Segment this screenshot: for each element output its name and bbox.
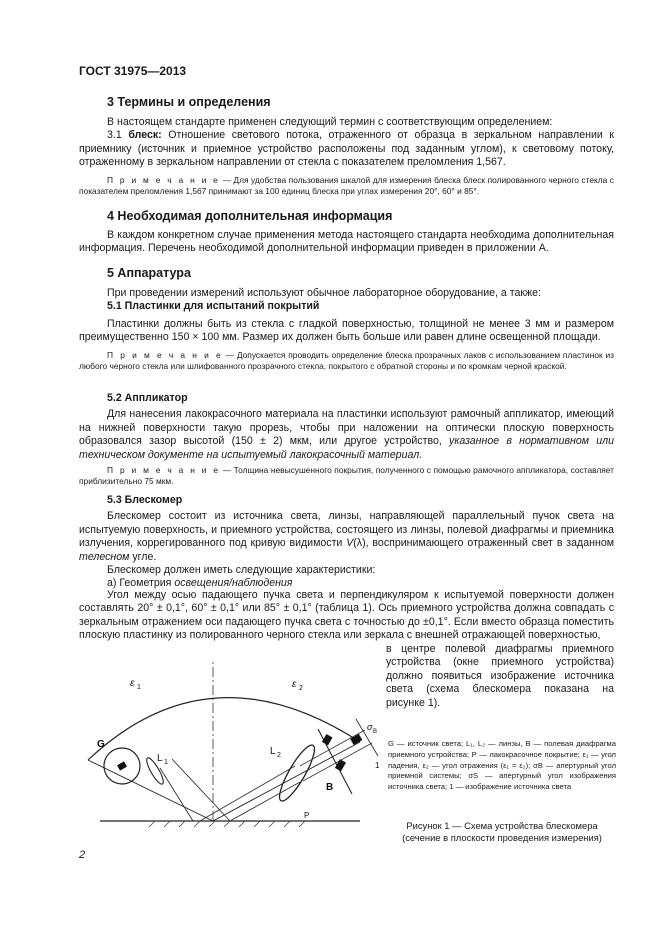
section-5-intro-block [79, 287, 614, 345]
label-sigma-B-subscript: B [373, 729, 378, 735]
subsection-5-3 [79, 494, 614, 591]
subsection-5-2-note: П р и м е ч а н и е — Толщина невысушенного покрытия, полученного с помощью рамочного аппликатора, составляет приблизительно 75 мкм. [79, 465, 614, 486]
figure-caption-subtitle: (сечение в плоскости проведения измерения) [402, 832, 602, 844]
incident-axis [88, 760, 213, 821]
label-sigma-B: σ [367, 722, 373, 732]
label-1: 1 [375, 761, 380, 770]
label-L1-subscript: 1 [164, 759, 168, 766]
angle-paragraph-continued: в центре полевой диафрагмы приемного устройства (окне приемного устройства) должно появиться изображение источника света (схема блескомера показана на рисунке 1). [386, 643, 614, 709]
figure-caption-title: Рисунок 1 — Схема устройства блескомера [406, 820, 598, 831]
glossmeter-diagram [60, 650, 390, 830]
page-number: 2 [79, 849, 86, 861]
section-4-body: В каждом конкретном случае применения метода настоящего стандарта необходима дополнительная информация. Перечень необходимой дополнительной информации приведен в приложении А. [79, 229, 614, 255]
label-epsilon-2-subscript: 2 [299, 685, 303, 692]
source-image-icon [350, 734, 362, 745]
figure-legend: G — источник света; L₁, L₂ — линзы, В — полевая диафрагма приемного устройства; Р — лакокрасочное покрытие; ε₁ — угол падения, ε₂ — угол отражения (ε₁ = ε₂); σB — апертурный угол приемной системы; σS — апертурный угол изображения источника света; 1 — изображение источника света [388, 739, 616, 792]
receiver-ray-2 [303, 743, 372, 781]
label-L1: L [157, 753, 163, 764]
label-G: G [97, 739, 105, 750]
reflected-beam-edge-1 [200, 766, 295, 821]
subsection-5-3-requirements: Блескомер должен иметь следующие характеристики: [107, 564, 376, 577]
incident-beam-edge-2 [172, 759, 230, 821]
surface-hatching [149, 821, 305, 827]
subsection-5-2-title: 5.2 Аппликатор [107, 392, 188, 404]
angle-arc [88, 698, 360, 760]
light-source-filament-icon [117, 761, 127, 770]
diaphragm-upper-block [322, 734, 333, 745]
section-5-intro: При проведении измерений используют обычное лабораторное оборудование, а также: [107, 287, 541, 299]
subsection-5-2 [79, 392, 614, 462]
lens-l1 [144, 756, 166, 786]
subsection-5-1-text: Пластинки должны быть из стекла с гладкой поверхностью, толщиной не менее 3 мм и размером преимущественно 150 × 100 мм. Размер их должен быть больше или равен длине освещенной площади. [79, 317, 614, 344]
section-3-note: П р и м е ч а н и е — Для удобства пользования шкалой для измерения блеска блеск полированного черного стекла с показателем преломления 1,567 принимают за 100 единиц блеска при углах измерения 20°, 60° и 85°. [79, 175, 614, 196]
subsection-5-1-title: 5.1 Пластинки для испытаний покрытий [107, 300, 320, 313]
item-a-geometry: а) Геометрия освещения/наблюдения [107, 577, 293, 590]
section-3-intro: В настоящем стандарте применен следующий термин с соответствующим определением: [107, 116, 553, 128]
label-epsilon-2: ε [292, 679, 297, 690]
subsection-5-1-note: П р и м е ч а н и е — Допускается проводить определение блеска прозрачных лаков с использованием пластинок из любого черного стекла или шлифованного прозрачного стекла, покрытого с обратной стороны и по кромкам черной краской. [79, 350, 614, 371]
diaphragm-lower-block [335, 759, 346, 771]
receiver-ray-1 [300, 730, 365, 766]
term-name: блеск: [128, 129, 162, 142]
label-P: P [304, 811, 310, 820]
label-L2-subscript: 2 [277, 752, 281, 759]
section-5-title: 5 Аппаратура [107, 266, 191, 280]
section-4-title: 4 Необходимая дополнительная информация [107, 209, 393, 223]
label-L2: L [270, 746, 276, 757]
subsection-5-3-text: Блескомер состоит из источника света, линзы, направляющей параллельный пучок света на испытуемую поверхность, и приемного устройства, состоящего из линзы, полевой диафрагмы и приемника излучения, коррегированного под кривую видимости V(λ), воспринимающего отраженный свет в заданном телесном угле. [79, 510, 615, 563]
reflected-beam-edge-2 [230, 782, 300, 821]
angle-paragraph-full: Угол между осью падающего пучка света и перпендикуляром к испытуемой поверхности должен составлять 20° ± 0,1°, 60° ± 0,1° или 85° ± 0,1° (таблица 1). Ось приемного устройства должна совпадать с зеркальным отражением оси падающего пучка света с точностью до ±0,1°. Если вместо образца поместить плоскую пластинку из полированного черного стекла или зеркала с внешней отражающей поверхностью, [79, 589, 614, 642]
lens-l2 [274, 741, 320, 804]
label-epsilon-1-subscript: 1 [137, 684, 141, 691]
document-id: ГОСТ 31975—2013 [79, 64, 187, 78]
term-definition: 3.1 блеск: Отношение светового потока, отраженного от образца в зеркальном направлении к приемнику (источник и приемное устройство расположены под заданным углом), к световому потоку, отраженному в зеркальном направлении от стекла с показателем преломления 1,567. [79, 129, 614, 169]
reflected-axis [213, 742, 360, 821]
section-3-title: 3 Термины и определения [107, 95, 271, 109]
label-epsilon-1: ε [130, 678, 135, 689]
label-B: B [326, 782, 334, 793]
subsection-5-3-title: 5.3 Блескомер [107, 494, 183, 506]
subsection-5-2-text: Для нанесения лакокрасочного материала на пластинки используют рамочный аппликатор, имеющий на нижней поверхности такую прорезь, чтобы при наложении на оптически плоскую поверхность образовался зазор высотой (150 ± 2) мкм, или другое устройство, указанное в нормативном или техническом документе на испытуемый лакокрасочный материал. [79, 408, 615, 461]
section-3-body [79, 116, 614, 170]
figure-caption [388, 820, 616, 845]
